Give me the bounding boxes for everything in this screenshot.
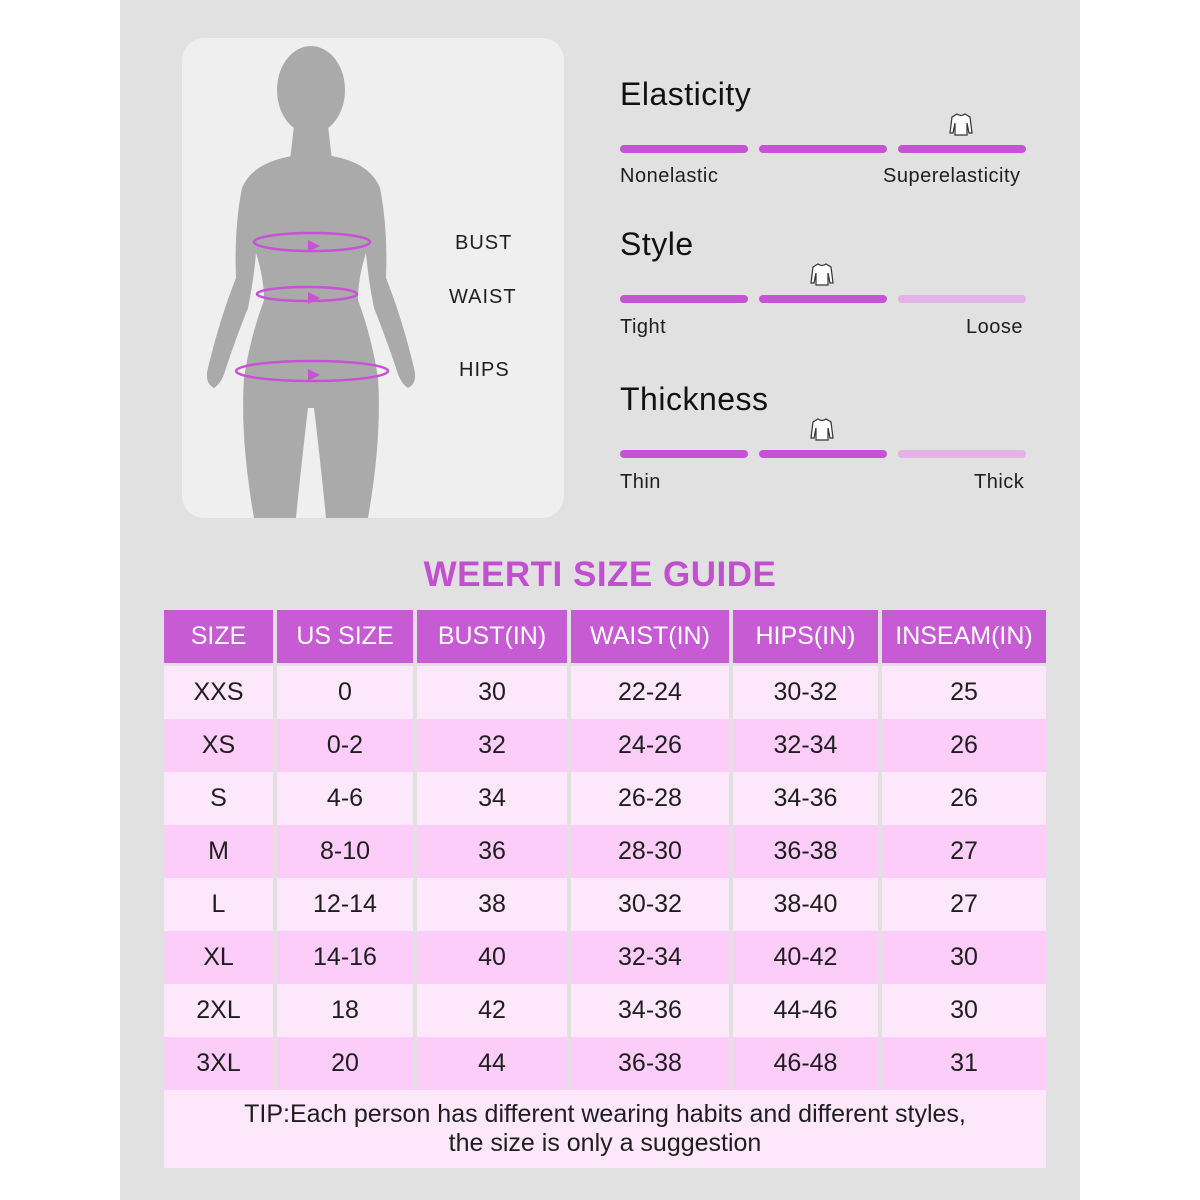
table-cell: 26: [882, 772, 1046, 825]
table-cell: 27: [882, 825, 1046, 878]
table-cell: M: [164, 825, 273, 878]
table-cell: 30: [882, 931, 1046, 984]
style-right-label: Loose: [966, 316, 1023, 338]
table-cell: XS: [164, 719, 273, 772]
table-row: [164, 666, 1046, 719]
table-cell: 36-38: [571, 1037, 729, 1090]
table-cell: 14-16: [277, 931, 413, 984]
table-cell: 8-10: [277, 825, 413, 878]
elasticity-segment-2: [759, 145, 887, 153]
table-row: [164, 719, 1046, 772]
table-cell: 36-38: [733, 825, 878, 878]
table-cell: 32-34: [733, 719, 878, 772]
table-cell: 0: [277, 666, 413, 719]
table-cell: 18: [277, 984, 413, 1037]
thickness-segment-1: [620, 450, 748, 458]
thickness-title: Thickness: [620, 381, 769, 417]
table-cell: L: [164, 878, 273, 931]
table-cell: 40-42: [733, 931, 878, 984]
table-cell: 34: [417, 772, 567, 825]
thickness-segment-3: [898, 450, 1026, 458]
table-cell: 30: [417, 666, 567, 719]
table-cell: 30-32: [733, 666, 878, 719]
size-guide-title: WEERTI SIZE GUIDE: [423, 555, 777, 594]
elasticity-segment-3: [898, 145, 1026, 153]
table-cell: 12-14: [277, 878, 413, 931]
thickness-scale: [620, 450, 1026, 458]
table-cell: 22-24: [571, 666, 729, 719]
table-row: [164, 878, 1046, 931]
style-segment-1: [620, 295, 748, 303]
thickness-left-label: Thin: [620, 471, 661, 493]
long-sleeve-shirt-icon: [809, 261, 835, 287]
table-cell: 28-30: [571, 825, 729, 878]
table-cell: 3XL: [164, 1037, 273, 1090]
table-row: [164, 772, 1046, 825]
table-cell: 25: [882, 666, 1046, 719]
table-cell: 2XL: [164, 984, 273, 1037]
style-segment-3: [898, 295, 1026, 303]
table-cell: 36: [417, 825, 567, 878]
table-cell: 30: [882, 984, 1046, 1037]
long-sleeve-shirt-icon: [948, 111, 974, 137]
style-segment-2: [759, 295, 887, 303]
table-cell: 20: [277, 1037, 413, 1090]
table-cell: 4-6: [277, 772, 413, 825]
table-row: [164, 1037, 1046, 1090]
tip-line-1: TIP:Each person has different wearing habits and different styles,: [244, 1100, 966, 1128]
header-cell: INSEAM(IN): [882, 610, 1046, 663]
table-cell: 46-48: [733, 1037, 878, 1090]
table-cell: 26-28: [571, 772, 729, 825]
table-cell: 24-26: [571, 719, 729, 772]
bust-label: BUST: [455, 232, 513, 254]
table-cell: XL: [164, 931, 273, 984]
elasticity-left-label: Nonelastic: [620, 165, 719, 187]
style-scale: [620, 295, 1026, 303]
thickness-right-label: Thick: [974, 471, 1025, 493]
table-cell: XXS: [164, 666, 273, 719]
table-cell: 0-2: [277, 719, 413, 772]
table-cell: 38-40: [733, 878, 878, 931]
header-cell: BUST(IN): [417, 610, 567, 663]
size-tip: [164, 1090, 1046, 1168]
long-sleeve-shirt-icon: [809, 416, 835, 442]
table-cell: 26: [882, 719, 1046, 772]
table-cell: 34-36: [733, 772, 878, 825]
table-cell: 30-32: [571, 878, 729, 931]
header-cell: SIZE: [164, 610, 273, 663]
table-cell: 44-46: [733, 984, 878, 1037]
hips-label: HIPS: [459, 359, 510, 381]
table-cell: 31: [882, 1037, 1046, 1090]
header-cell: WAIST(IN): [571, 610, 729, 663]
elasticity-scale: [620, 145, 1026, 153]
table-row: [164, 931, 1046, 984]
table-cell: 40: [417, 931, 567, 984]
body-figure-panel: [182, 38, 564, 518]
table-cell: 42: [417, 984, 567, 1037]
table-cell: 38: [417, 878, 567, 931]
style-left-label: Tight: [620, 316, 667, 338]
style-title: Style: [620, 226, 694, 262]
table-cell: 44: [417, 1037, 567, 1090]
female-silhouette-icon: [182, 38, 564, 518]
size-chart-page: [120, 0, 1080, 1200]
elasticity-right-label: Superelasticity: [883, 165, 1021, 187]
elasticity-title: Elasticity: [620, 76, 752, 112]
tip-line-2: the size is only a suggestion: [448, 1129, 762, 1157]
table-cell: 27: [882, 878, 1046, 931]
table-cell: 34-36: [571, 984, 729, 1037]
table-header-row: [164, 610, 1046, 663]
table-cell: 32: [417, 719, 567, 772]
header-cell: HIPS(IN): [733, 610, 878, 663]
header-cell: US SIZE: [277, 610, 413, 663]
table-row: [164, 984, 1046, 1037]
table-cell: 32-34: [571, 931, 729, 984]
waist-label: WAIST: [449, 286, 517, 308]
elasticity-segment-1: [620, 145, 748, 153]
table-row: [164, 825, 1046, 878]
thickness-segment-2: [759, 450, 887, 458]
table-cell: S: [164, 772, 273, 825]
